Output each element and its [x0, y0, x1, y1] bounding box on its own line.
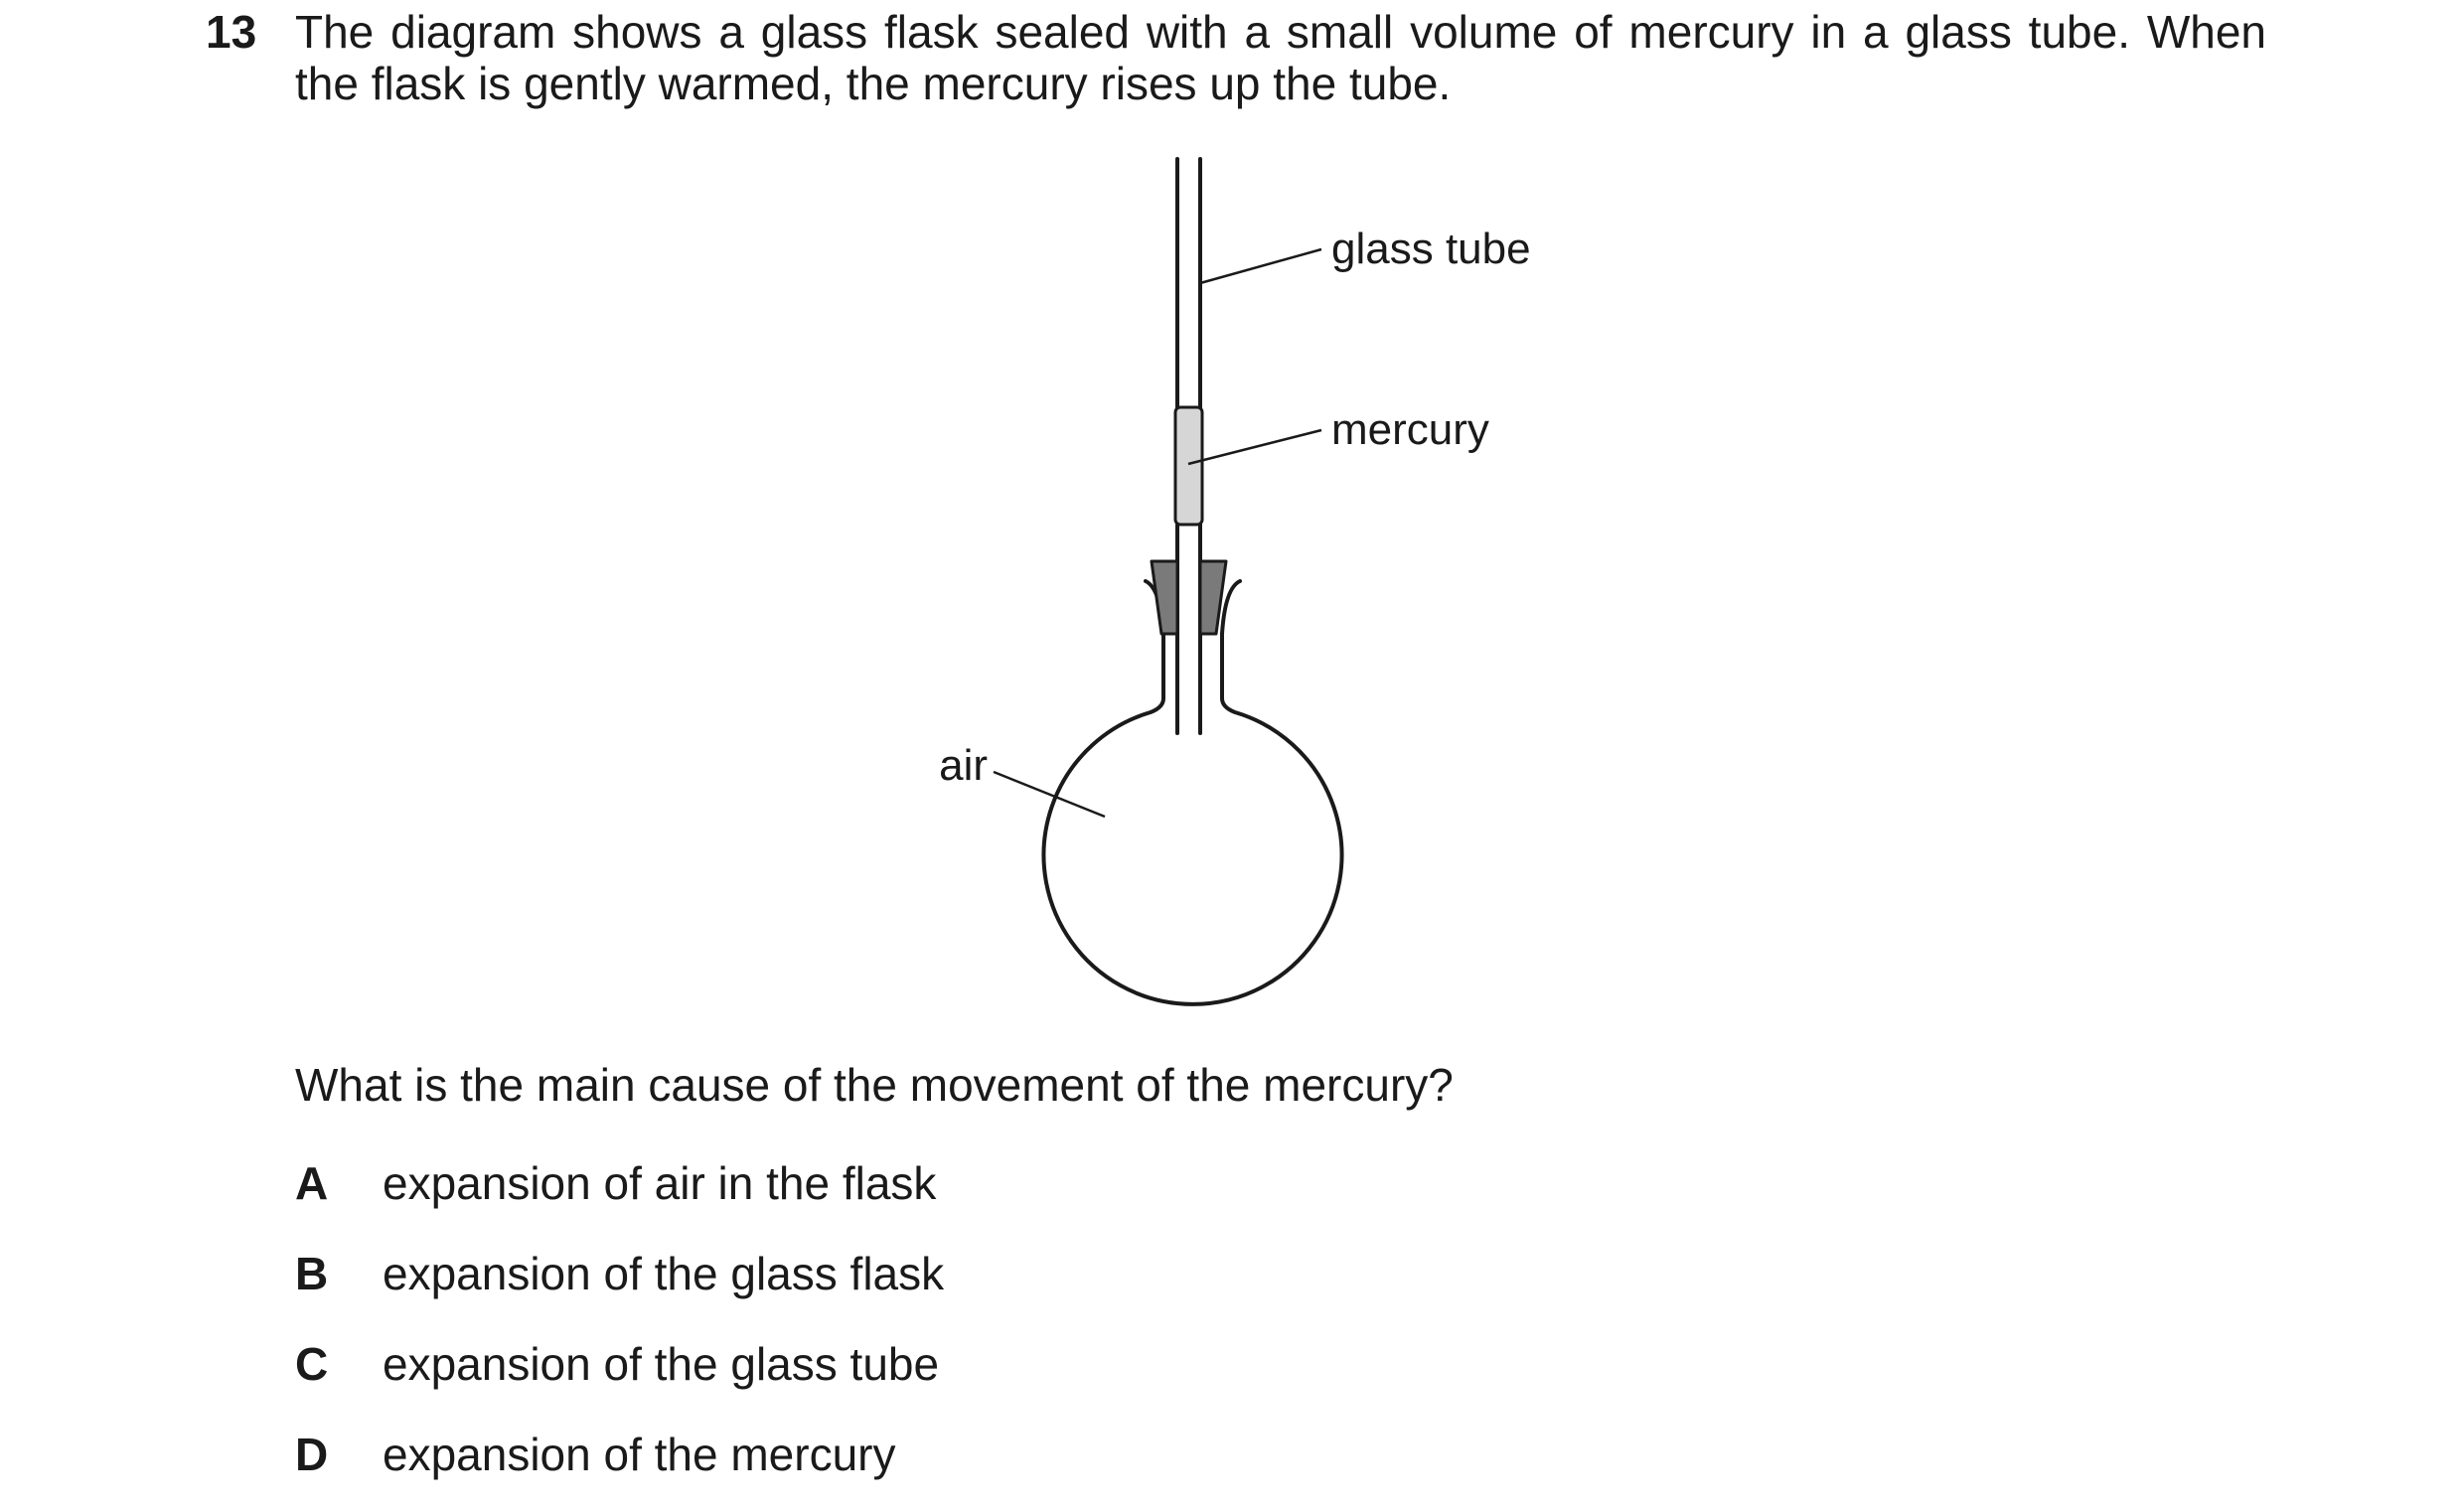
option-a[interactable]	[295, 1157, 936, 1209]
mercury-label: mercury	[1331, 405, 1489, 454]
option-b[interactable]	[295, 1248, 944, 1299]
option-text: expansion of the glass flask	[383, 1248, 945, 1299]
glass-tube-label: glass tube	[1331, 225, 1531, 273]
flask-outline	[1044, 634, 1342, 1004]
stopper-left	[1152, 561, 1177, 634]
flask-lip-right	[1222, 581, 1240, 634]
option-letter: D	[295, 1429, 329, 1480]
question-stem: The diagram shows a glass flask sealed with a small volume of mercury in a glass tube. When the flask is gently warmed, the mercury rises up the tube.	[295, 6, 2266, 109]
option-letter: C	[295, 1338, 329, 1390]
question-prompt: What is the main cause of the movement of the mercury?	[295, 1059, 1454, 1111]
option-text: expansion of the mercury	[383, 1429, 896, 1480]
option-letter: B	[295, 1248, 329, 1299]
option-text: expansion of air in the flask	[383, 1157, 937, 1209]
mercury-bead	[1175, 407, 1202, 525]
air-label: air	[939, 741, 988, 790]
question-number: 13	[206, 6, 257, 58]
option-letter: A	[295, 1157, 329, 1209]
mercury-leader	[1188, 430, 1321, 464]
glass-tube-leader	[1200, 249, 1321, 283]
option-text: expansion of the glass tube	[383, 1338, 940, 1390]
option-c[interactable]	[295, 1338, 939, 1390]
option-d[interactable]	[295, 1429, 896, 1480]
